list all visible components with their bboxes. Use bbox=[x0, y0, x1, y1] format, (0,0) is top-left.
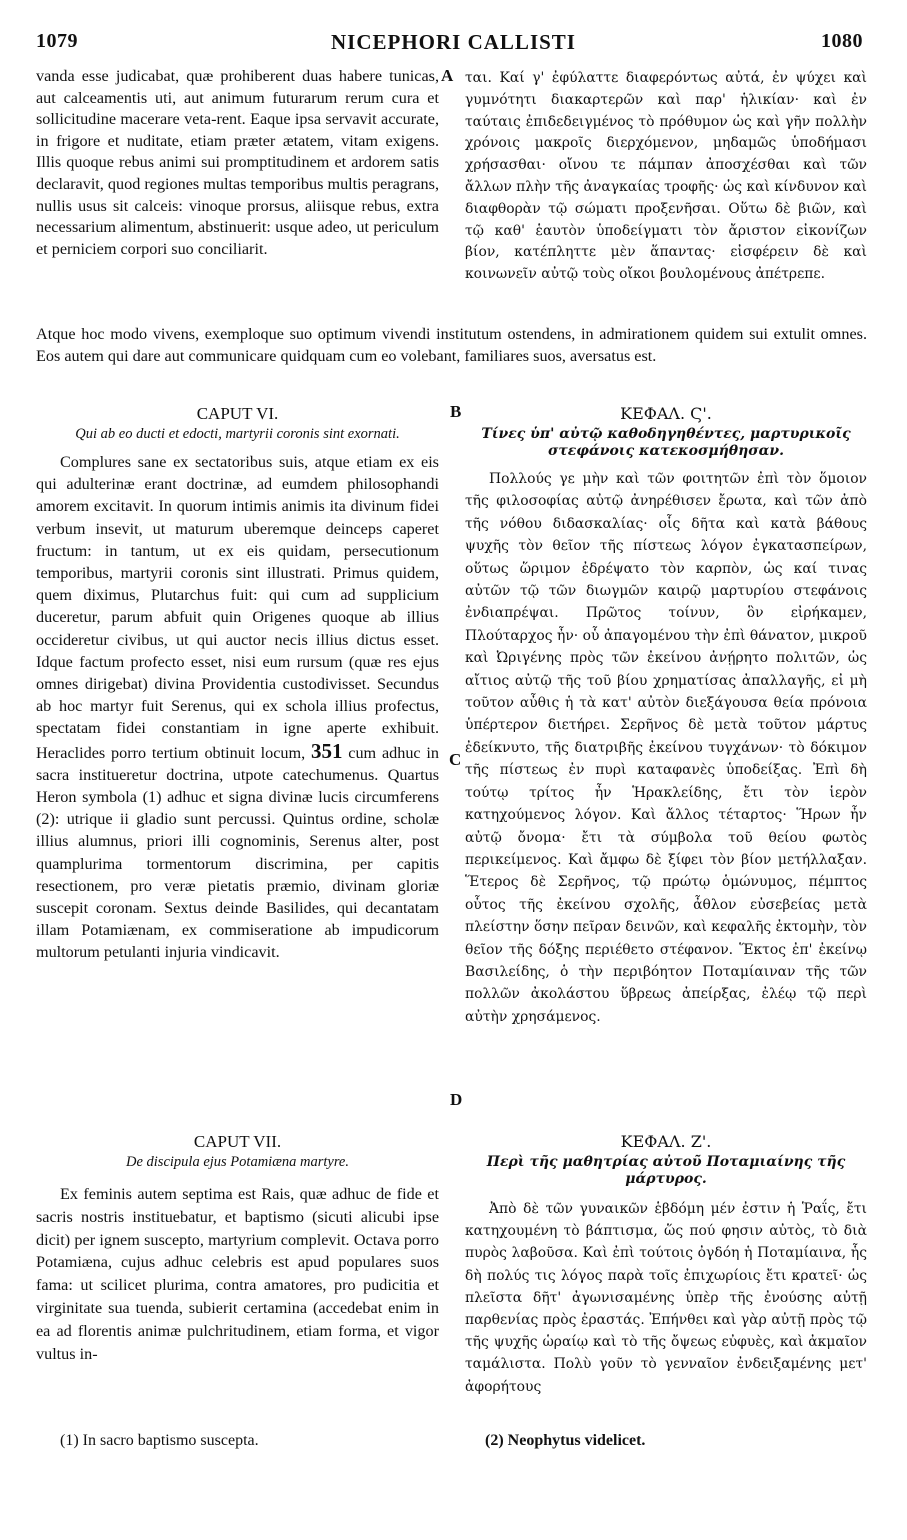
latin-chapter-7-subtitle: De discipula ejus Potamiæna martyre. bbox=[126, 1154, 349, 1170]
full-width-paragraph: Atque hoc modo vivens, exemploque suo optimum vivendi institutum ostendens, in admirationem quidem sui extulit omnes. Eos autem qui dare aut communicare quidquam cum eo volebant, familiares suos, aversatus est. bbox=[36, 325, 867, 365]
latin-chapter-6-text-part2: cum adhuc in sacra institueretur doctrina, utpote catechumenus. Quartus Heron symbola (1) adhuc et signa divinæ lucis circumferens (2): utrique ii gladio sunt percussi. Quintus ordine, scholæ illius alumnus, priori illi cognominis, Serenus alter, post quamplurima tormentorum discrimina, per capitis resectionem, pro veræ pietatis præmio, divinam gloriæ suscepit coronam. Sextus deinde Basilides, qui decantatam illam Potamiænam, ex commiseratione ab impudicorum multorum petulanti injuria vindicavit. bbox=[36, 743, 439, 962]
right-page-number: 1080 bbox=[821, 30, 863, 52]
latin-chapter-7-title: CAPUT VII. bbox=[193, 1132, 282, 1151]
latin-chapter-6-title: CAPUT VI. bbox=[196, 404, 279, 423]
latin-chapter-6-text-part1: Complures sane ex sectatoribus suis, atque etiam ex eis qui adulterinæ erant doctrinæ, ad eumdem philosophandi amorem excitavit. In quorum intimis animis ita divinum fidei verbum insevit, ut maturum uberemque deinceps caperet fructum: in tantum, ut ex eis quidam, persecutionum temporibus, martyrii coronis sint illustrati. Primus quidem, quem diximus, Plutarchus fuit: qui cum ad supplicium duceretur, parum abfuit quin Origenes quoque ab illius occideretur civibus, ut qui auctor necis illius dictus esset. Idque factum profecto esset, nisi eum rursum (quæ res ejus omnes dirigebat) divina Providentia custodivisset. Secundus ab hoc martyr fuit Serenus, qui ex schola illius profectus, spectatam fidei constantiam in igne aperte exhibuit. Heraclides porro tertium obtinuit locum, bbox=[36, 453, 439, 762]
greek-chapter-7-title: ΚΕΦΑΛ. Ζ'. bbox=[620, 1132, 712, 1151]
greek-chapter-6 bbox=[465, 404, 867, 1028]
greek-chapter-6-title: ΚΕΦΑΛ. Ϛ'. bbox=[620, 404, 712, 423]
latin-chapter-7 bbox=[36, 1132, 439, 1365]
greek-chapter-7-subtitle: Περὶ τῆς μαθητρίας αὐτοῦ Ποταμιαίνης τῆς μάρτυρος. bbox=[486, 1154, 846, 1187]
margin-letter-d: D bbox=[450, 1090, 463, 1109]
latin-chapter-7-text: Ex feminis autem septima est Rais, quæ adhuc de fide et sacris nostris instituebatur, et baptismo (sicuti alicubi ipse dicit) per ignem suscepto, martyrium complevit. Octava porro Potamiæna, cujus adhuc celebris est apud populares suos fama: ut scilicet plurima, contra amatores, pro pudicitia et virginitate sua tuenda, subierit certamina (accedebat enim in ea ad florentis animæ pulchritudinem, etiam forma, et vigor vultus in- bbox=[36, 1185, 439, 1363]
latin-chapter-6-subtitle: Qui ab eo ducti et edocti, martyrii coronis sint exornati. bbox=[75, 426, 400, 442]
footnote-2: (2) Neophytus videlicet. bbox=[485, 1432, 646, 1449]
latin-top-paragraph bbox=[36, 66, 439, 260]
greek-chapter-7-text: Ἀπὸ δὲ τῶν γυναικῶν ἑβδόμη μέν ἐστιν ἡ Ῥαΐς, ἔτι κατηχουμένη τὸ βάπτισμα, ὥς πού φησιν αὐτὸς, τὸ διὰ πυρὸς λαβοῦσα. Καὶ ἐπὶ τούτοις ὀγδόη ἡ Ποταμίαινα, ἧς δὴ πολύς τις λόγος παρὰ τοῖς ἐπιχωρίοις ἔτι κρατεῖ· ὡς πλεῖστα δῆτ' ἀγωνισαμένης ὑπὲρ τῆς ἐνούσης αὐτῇ παρθενίας πρὸς ἐραστάς. Ἐπήνθει καὶ γὰρ αὐτῇ πρὸς τῷ τῆς ψυχῆς ὡραίῳ καὶ τὸ τῆς ὄψεως εὐφυὲς, καὶ ἀκμαῖον ταμάλιστα. Πολὺ γοῦν τὸ γενναῖον ἐνδειξαμένης μετ' ἀφορήτους bbox=[465, 1201, 867, 1395]
latin-top-text: vanda esse judicabat, quæ prohiberent duas habere tunicas, aut calceamentis uti, aut animum futurarum rerum cura et sollicitudine macerare veta-rent. Eaque ipsa servavit accurate, in frigore et nuditate, etiam præter ætatem, vitam exigens. Illis quoque rebus animi sui promptitudinem et ardorem satis declaravit, quod regiones multas temporibus multis peragrans, nullis usus sit calceis: vinoque prorsus, aliisque rebus, extra necessarium alimentum, abstinuerit: usque adeo, ut periculum et perniciem corpori suo conciliarit. bbox=[36, 67, 439, 258]
margin-letter-a: A bbox=[441, 66, 454, 85]
column-page-marker: 351 bbox=[310, 738, 343, 763]
margin-letter-b: B bbox=[450, 402, 462, 421]
latin-chapter-6-body bbox=[36, 451, 439, 964]
left-page-number: 1079 bbox=[36, 30, 78, 52]
greek-chapter-7 bbox=[465, 1132, 867, 1398]
latin-chapter-6 bbox=[36, 404, 439, 964]
greek-chapter-6-subtitle: Τίνες ὑπ' αὐτῷ καθοδηγηθέντες, μαρτυρικοῖς στεφάνοις κατεκοσμήθησαν. bbox=[481, 426, 851, 459]
margin-letter-c: C bbox=[449, 750, 462, 769]
footnote-1: (1) In sacro baptismo suscepta. bbox=[60, 1432, 259, 1449]
greek-top-paragraph bbox=[465, 68, 867, 286]
greek-chapter-6-text: Πολλούς γε μὴν καὶ τῶν φοιτητῶν ἐπὶ τὸν ὅμοιον τῆς φιλοσοφίας αὐτῷ ἀνηρέθισεν ἔρωτα, καὶ τῶν ἀπὸ τῆς νόθου διδασκαλίας· οἷς δῆτα καὶ κατὰ βάθους ψυχῆς τὸν θεῖον τῆς πίστεως λόγον ἐγκατασπείρων, οὕτως ὥριμον ἐδρέψατο τὸν καρπὸν, ὡς καί τινας αὐτῶν τῷ τῶν διωγμῶν καιρῷ μαρτυρίου στεφάνοις ἐνδιαπρέψαι. Πρῶτος τοίνυν, ὃν εἰρήκαμεν, Πλούταρχος ἦν· οὗ ἀπαγομένου τὴν ἐπὶ θάνατον, μικροῦ καὶ Ὠριγένης πρὸς τῶν ἐκείνου ἀνῄρητο πολιτῶν, ὡς αἴτιος αὐτῷ τῆς τοῦ βίου χρηματίσας ἀπαλλαγῆς, εἰ μὴ τοῦτον αὖθις ἡ τὰ κατ' αὐτὸν διεξάγουσα θεία πρόνοια ὑπέρτερον διετήρει. Σερῆνος δὲ μετὰ τοῦτον μάρτυς ἐδείκνυτο, τῆς διατριβῆς ἐκείνου τυγχάνων· τὸ δόκιμον τῆς πίστεως ἐν πυρὶ καταφανὲς ὑποδείξας. Ἐπὶ δὴ τούτῳ τρίτος ἦν Ἡρακλείδης, ἔτι τὸν ἱερὸν κατηχούμενος λόγον. Καὶ ἄλλος τέταρτος· Ἥρων ἦν αὐτῷ ὄνομα· ἔτι τὰ σύμβολα τοῦ θείου φωτὸς περικείμενος. Καὶ ἄμφω δὲ ξίφει τὸν βίον μετήλλαξαν. Ἕτερος δὲ Σερῆνος, τῷ πρώτῳ ὁμώνυμος, πέμπτος οὗτος τῆς ἐκείνου σχολῆς, ἆθλον εὐσεβείας μετὰ πλείστην ὅσην πεῖραν δεινῶν, καὶ κεφαλῆς ἐκτομὴν, τὸν θεῖον τῆς δόξης περιέθετο στέφανον. Ἕκτος ἐπ' ἐκείνῳ Βασιλείδης, ὁ τὴν περιβόητον Ποταμίαιναν τῆς τῶν πολλῶν ἀκολάστου ὕβρεως ἀπείρξας, ἐλέῳ τῷ περὶ αὐτὴν χρησάμενος. bbox=[465, 471, 867, 1025]
greek-top-text: ται. Καί γ' ἐφύλαττε διαφερόντως αὐτά, ἐν ψύχει καὶ γυμνότητι διακαρτερῶν καὶ παρ' ἡλικίαν· καὶ ἐν ταύταις ἐπιδεδειγμένος τὸ πρόθυμον ὡς καὶ γῆν πολλὴν χρόνοις μακροῖς διερχόμενον, μηδαμῶς ὑποδήμασι χρήσασθαι· οἴνου τε πάμπαν ἀποσχέσθαι καὶ τῶν ἄλλων πλὴν τῆς ἀναγκαίας τροφῆς· ὡς καὶ κίνδυνον καὶ διαφθορὰν τῷ σώματι προξενῆσαι. Οὕτω δὲ βιῶν, καὶ τῷ καθ' ἑαυτὸν ὑποδείγματι τὸν ἄριστον εἰκονίζων βίον, κατέπληττε μὲν ἅπαντας· εἰσφέρειν δὲ καὶ κοινωνεῖν αὐτῷ τοὺς οἴκοι βουλομένους ἀπέτρεπε. bbox=[465, 70, 867, 283]
running-title: NICEPHORI CALLISTI bbox=[331, 30, 576, 54]
